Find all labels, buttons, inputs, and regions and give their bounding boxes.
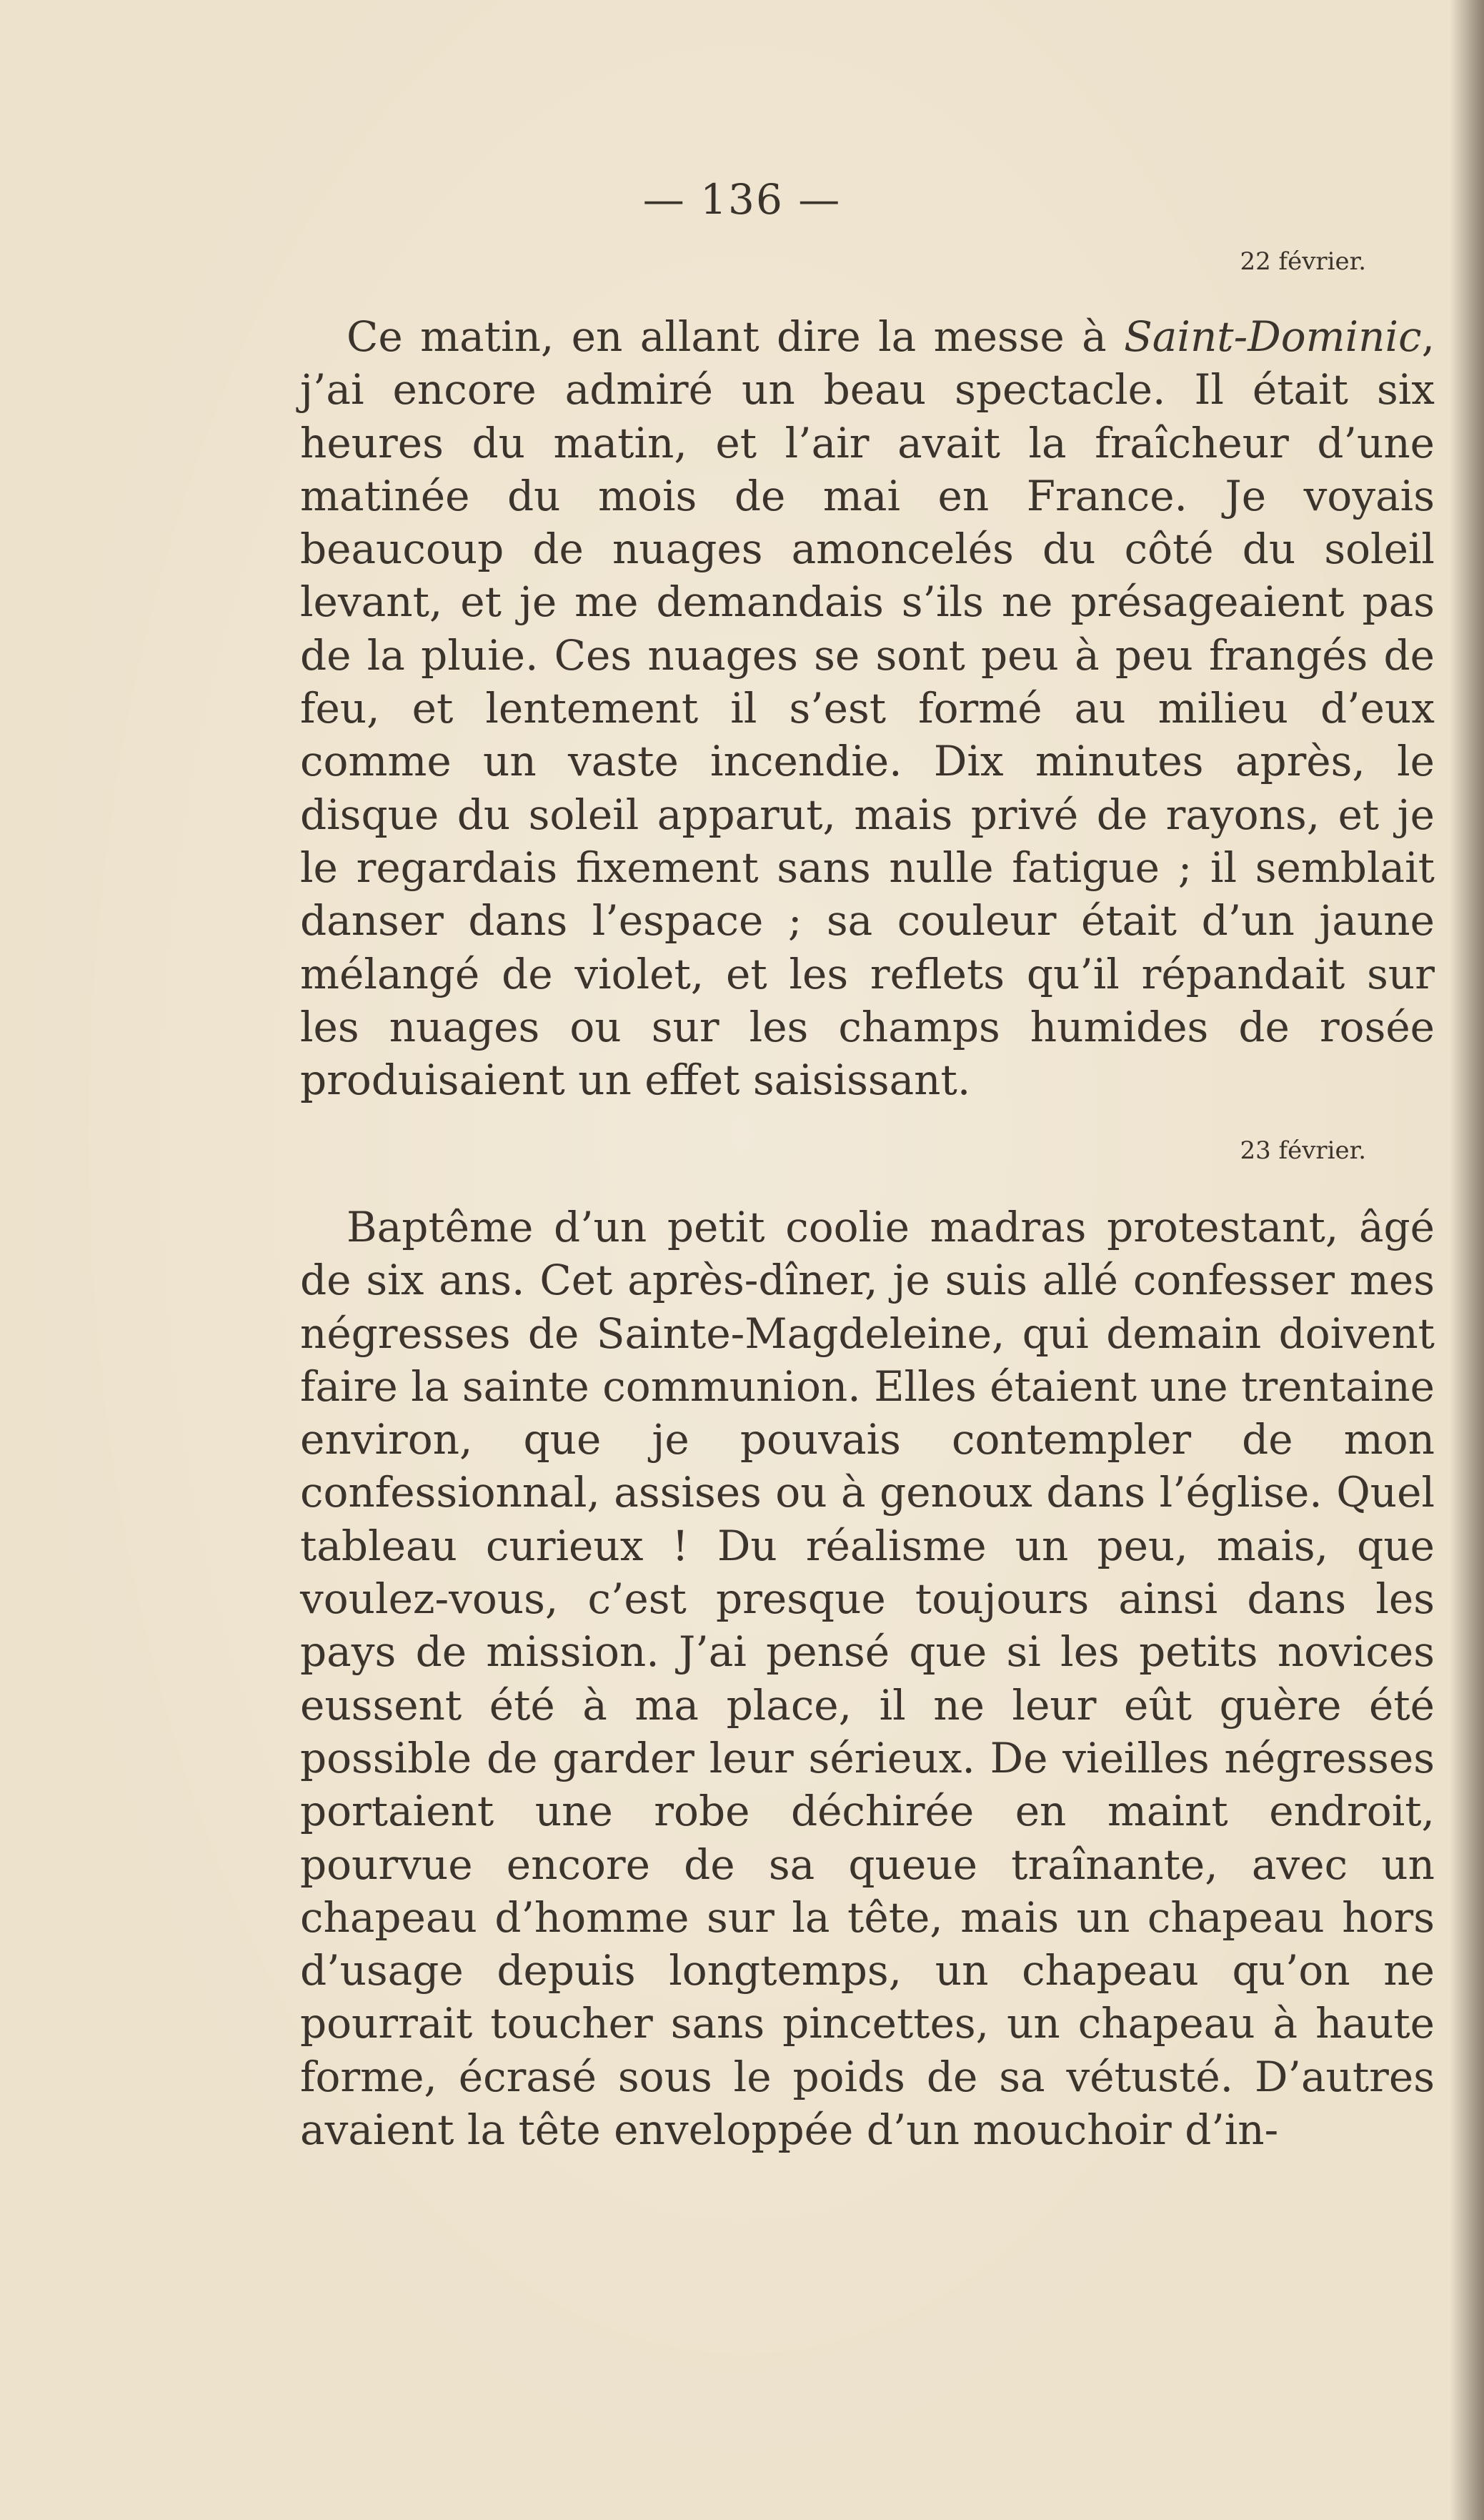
entry-date-1: 22 février. [1240, 247, 1366, 276]
paragraph-1-text-start: Ce matin, en allant dire la messe à [347, 312, 1125, 361]
page-edge-shadow [1450, 0, 1484, 2520]
place-name-italic: Saint-Dominic [1124, 312, 1422, 361]
page-number: — 136 — [642, 175, 842, 224]
entry-paragraph-1 [300, 310, 1435, 1106]
entry-paragraph-2: Baptême d’un petit coolie madras protestant, âgé de six ans. Cet après-dîner, je suis allé confesser mes négresses de Sainte-Magdeleine, qui demain doivent faire la sainte communion. Elles étaient une trentaine environ, que je pouvais contempler de mon confessionnal, assises ou à genoux dans l’église. Quel tableau curieux ! Du réalisme un peu, mais, que voulez-vous, c’est presque toujours ainsi dans les pays de mission. J’ai pensé que si les petits novices eussent été à ma place, il ne leur eût guère été possible de garder leur sérieux. De vieilles négresses portaient une robe déchirée en maint endroit, pourvue encore de sa queue traînante, avec un chapeau d’homme sur la tête, mais un chapeau hors d’usage depuis longtemps, un chapeau qu’on ne pourrait toucher sans pincettes, un chapeau à haute forme, écrasé sous le poids de sa vétusté. D’autres avaient la tête enveloppée d’un mouchoir d’in- [300, 1203, 1435, 2155]
paragraph-1-text-end: , j’ai encore admiré un beau spectacle. Il était six heures du matin, et l’air avait la fraîcheur d’une matinée du mois de mai en France. Je voyais beaucoup de nuages amoncelés du côté du soleil levant, et je me demandais s’ils ne présageaient pas de la pluie. Ces nuages se sont peu à peu frangés de feu, et lentement il s’est formé au milieu d’eux comme un vaste incendie. Dix minutes après, le disque du soleil apparut, mais privé de rayons, et je le regardais fixement sans nulle fatigue ; il semblait danser dans l’espace ; sa couleur était d’un jaune mélangé de violet, et les reflets qu’il répandait sur les nuages ou sur les champs humides de rosée produisaient un effet saisissant. [300, 312, 1435, 1105]
entry-date-2: 23 février. [1240, 1136, 1366, 1165]
